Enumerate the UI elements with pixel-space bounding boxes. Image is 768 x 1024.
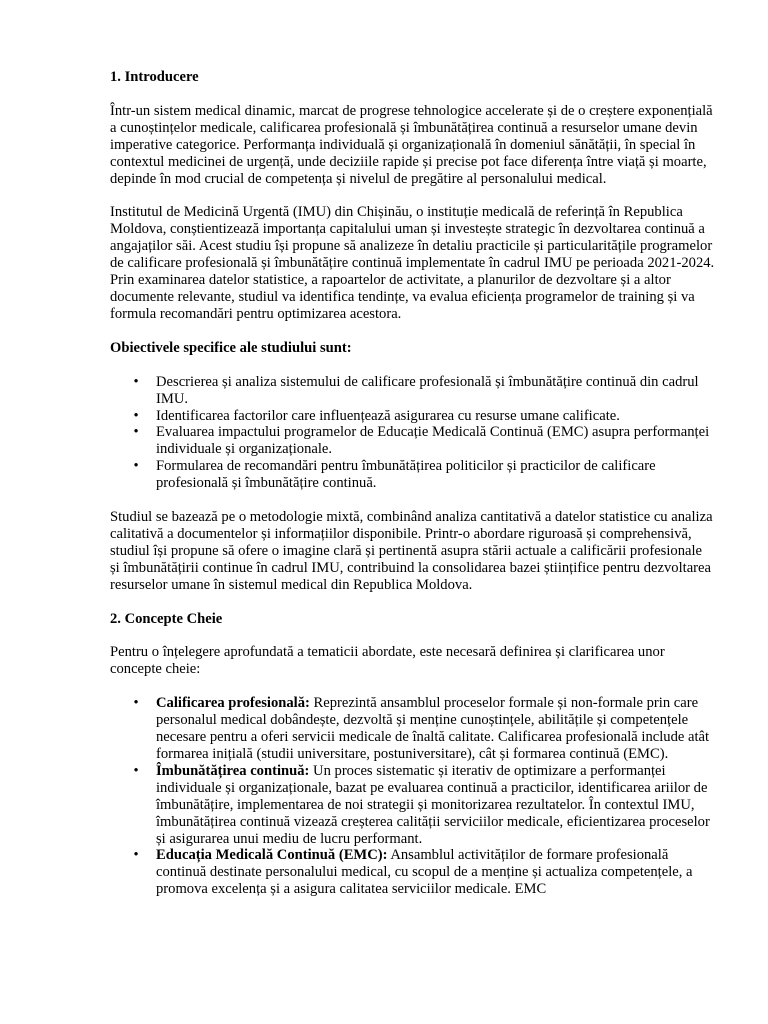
bullet-icon: • [133,424,139,441]
document-body [110,69,715,898]
list-item: • Descrierea și analiza sistemului de calificare profesională și îmbunătățire continuă din cadrul IMU. [110,374,715,408]
objectives-list [110,374,715,492]
bullet-icon: • [133,695,139,712]
paragraph-concepts-intro: Pentru o înțelegere aprofundată a tematicii abordate, este necesară definirea și clarificarea unor concepte cheie: [110,644,665,678]
paragraph-intro-2: Institutul de Medicină Urgentă (IMU) din Chișinău, o instituție medicală de referință în Republica Moldova, conștientizează importanța capitalului uman și investește strategic în dezvoltarea continuă a angajaților săi. Acest studiu își propune să analizeze în detaliu practicile și particularitățile programelor de calificare profesională și îmbunătățire continuă implementate în cadrul IMU pe perioada 2021-2024. Prin examinarea datelor statistice, a rapoartelor de activitate, a planurilor de dezvoltare și a altor documente relevante, studiul va identifica tendințe, va evalua eficiența programelor de training și va formula recomandări pentru optimizarea acestora. [110,204,715,322]
concept-definition: Ansamblul activităților de formare profesională continuă destinate personalului medical, cu scopul de a menține și actualiza competențele, a promova excelența și a asigura calitatea serviciilor medicale. EMC [156,847,693,898]
concept-definition: Reprezintă ansamblul proceselor formale și non-formale prin care personalul medical dobândește, dezvoltă și menține cunoștințele, abilitățile și competențele necesare pentru a oferi servicii medicale de înaltă calitate. Calificarea profesională include atât formarea inițială (studii universitare, postuniversitare), cât și formarea continuă (EMC). [156,695,710,762]
paragraph-methodology: Studiul se bazează pe o metodologie mixtă, combinând analiza cantitativă a datelor statistice cu analiza calitativă a documentelor și informațiilor disponibile. Printr-o abordare riguroasă și comprehensivă, studiul își propune să ofere o imagine clară și pertinentă asupra stării actuale a calificării profesionale și îmbunătățirii continue în cadrul IMU, contribuind la consolidarea bazei științifice pentru dezvoltarea resurselor umane în sistemul medical din Republica Moldova. [110,509,713,593]
section-heading-concepte-cheie: 2. Concepte Cheie [110,610,223,627]
concept-term: Educația Medicală Continuă (EMC): [156,847,388,864]
list-item: • Formularea de recomandări pentru îmbunătățirea politicilor și practicilor de calificare profesională și îmbunătățire continuă. [110,458,715,492]
bullet-icon: • [133,407,139,424]
list-item: • Evaluarea impactului programelor de Educație Medicală Continuă (EMC) asupra performanței individuale și organizaționale. [110,424,715,458]
list-item [110,763,715,848]
bullet-icon: • [133,762,139,779]
concept-term: Îmbunătățirea continuă: [156,762,310,779]
section-heading-introducere: 1. Introducere [110,69,199,85]
concepts-list [110,695,715,898]
concept-definition: Un proces sistematic și iterativ de optimizare a performanței individuale și organizaționale, bazat pe evaluarea continuă a practicilor, identificarea ariilor de îmbunătățire, implementarea de noi strategii și monitorizarea rezultatelor. În contextul IMU, îmbunătățirea continuă vizează creșterea calității serviciilor medicale, eficientizarea proceselor și asigurarea unui mediu de lucru performant. [156,762,710,847]
objectives-title: Obiectivele specifice ale studiului sunt: [110,339,352,356]
paragraph-intro-1: Într-un sistem medical dinamic, marcat de progrese tehnologice accelerate și de o creștere exponențială a cunoștințelor medicale, calificarea profesională și îmbunătățirea continuă a resurselor umane devin imperative categorice. Performanța individuală și organizațională în domeniul sănătății, în special în contextul medicinei de urgență, unde deciziile rapide și precise pot face diferența între viață și moarte, depinde în mod crucial de competența și nivelul de pregătire al personalului medical. [110,102,713,187]
bullet-icon: • [133,847,139,864]
list-item: • Identificarea factorilor care influențează asigurarea cu resurse umane calificate. [110,408,715,425]
bullet-icon: • [133,458,139,475]
list-item [110,847,715,898]
concept-term: Calificarea profesională: [156,695,310,712]
list-item [110,695,715,763]
bullet-icon: • [133,373,139,390]
